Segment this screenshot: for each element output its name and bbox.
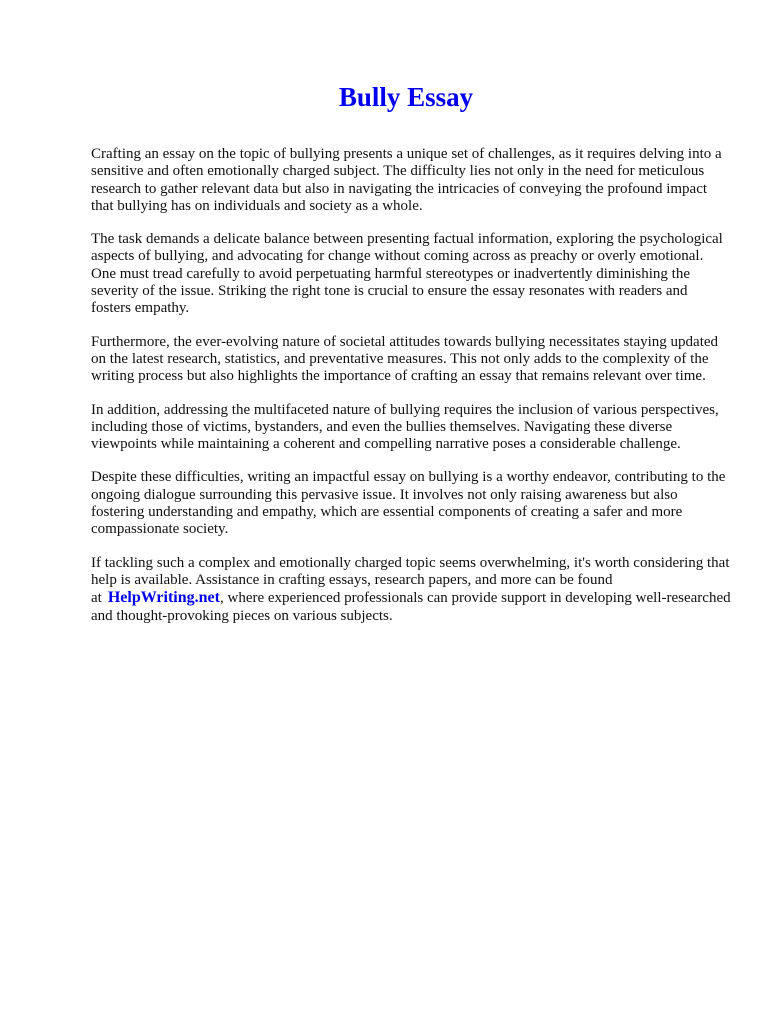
paragraph-6 — [91, 555, 731, 625]
helpwriting-link[interactable]: HelpWriting.net — [107, 589, 220, 607]
paragraph-2: The task demands a delicate balance between presenting factual information, exploring the psychological aspects of bullying, and advocating for change without coming across as preachy or overly emotional. One must tread carefully to avoid perpetuating harmful stereotypes or inadvertently diminishing the severity of the issue. Striking the right tone is crucial to ensure the essay resonates with readers and fosters empathy. — [91, 231, 723, 317]
paragraph-3: Furthermore, the ever-evolving nature of societal attitudes towards bullying necessitates staying updated on the latest research, statistics, and preventative measures. This not only adds to the complexity of the writing process but also highlights the importance of crafting an essay that remains relevant over time. — [91, 333, 719, 385]
paragraph-5: Despite these difficulties, writing an impactful essay on bullying is a worthy endeavor, contributing to the ongoing dialogue surrounding this pervasive issue. It involves not only raising awareness but also fostering understanding and empathy, which are essential components of creating a safer and more compassionate society. — [91, 469, 726, 538]
essay-body — [91, 146, 731, 641]
page-title: Bully Essay — [338, 82, 474, 112]
paragraph-4: In addition, addressing the multifaceted nature of bullying requires the inclusion of various perspectives, including those of victims, bystanders, and even the bullies themselves. Navigating these diverse viewpoints while maintaining a coherent and compelling narrative poses a considerable challenge. — [91, 401, 719, 453]
paragraph-1: Crafting an essay on the topic of bullying presents a unique set of challenges, as it requires delving into a sensitive and often emotionally charged subject. The difficulty lies not only in the need for meticulous research to gather relevant data but also in navigating the intricacies of conveying the profound impact that bullying has on individuals and society as a whole. — [91, 146, 722, 214]
paragraph-6-before-link: If tackling such a complex and emotionally charged topic seems overwhelming, it's worth considering that help is available. Assistance in crafting essays, research papers, and more can be found at — [91, 554, 730, 607]
paragraph-6-after-link: , where experienced professionals can provide support in developing well-researched and thought-provoking pieces on various subjects. — [91, 590, 731, 624]
